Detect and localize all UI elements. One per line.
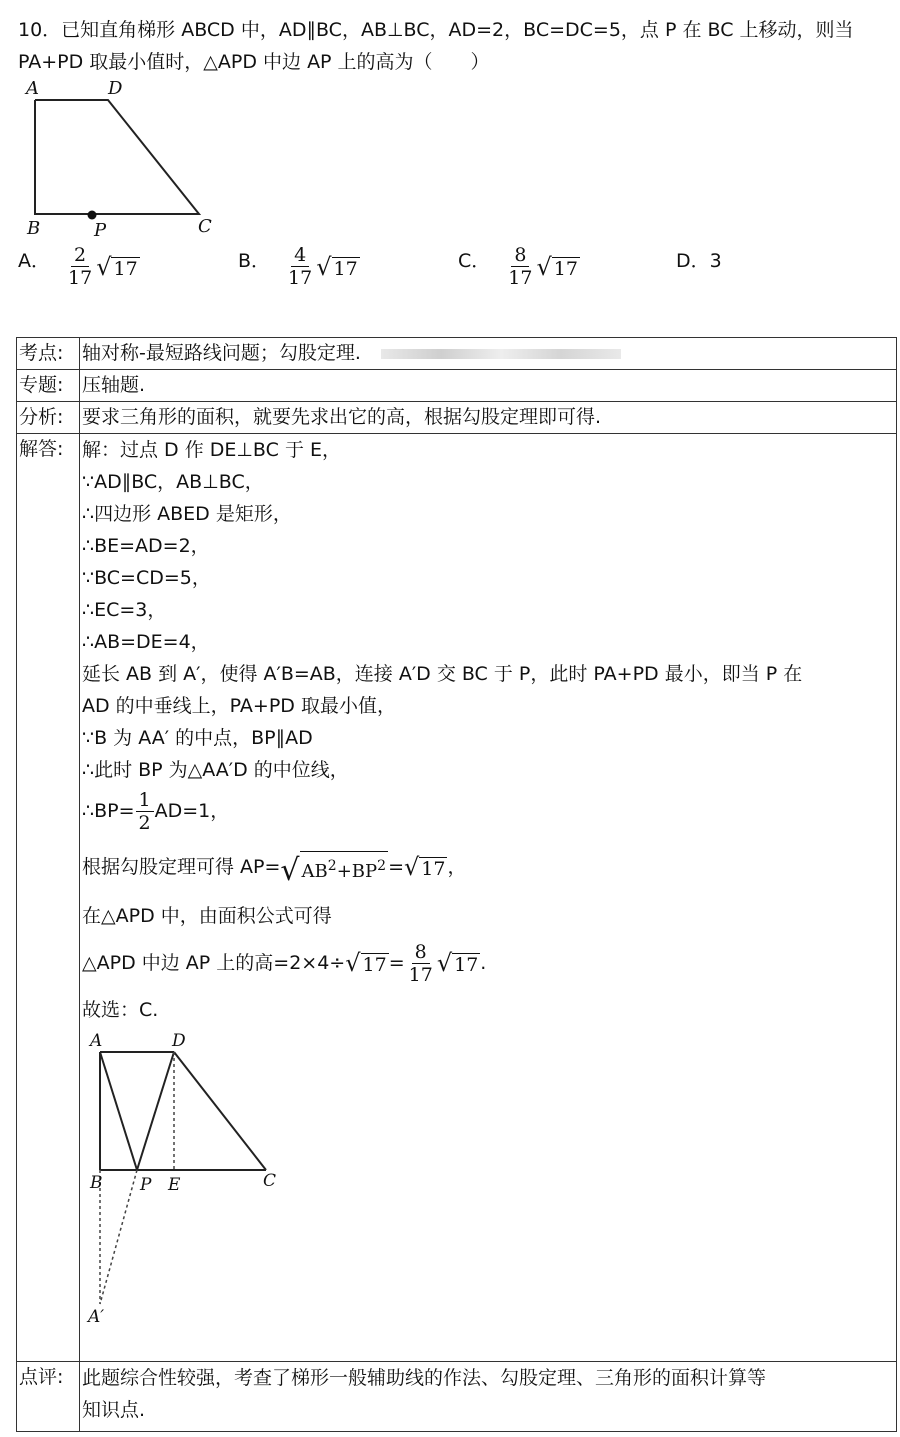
trapezoid-figure <box>18 78 238 248</box>
kaodian-cell <box>80 338 897 370</box>
jieda-line: ∵B 为 AA′ 的中点，BP∥AD <box>82 727 313 749</box>
label-a-prime: A′ <box>88 1307 105 1327</box>
jieda-line: ∵AD∥BC，AB⊥BC， <box>82 471 264 493</box>
jieda-line: 解：过点 D 作 DE⊥BC 于 E， <box>82 439 341 461</box>
question-line-1: 10．已知直角梯形 ABCD 中，AD∥BC，AB⊥BC，AD=2，BC=DC=5，点 P 在 BC 上移动，则当 <box>18 19 854 41</box>
jieda-line: ∴EC=3， <box>82 599 167 621</box>
label-c: C <box>263 1171 277 1191</box>
label-d: D <box>172 1031 186 1051</box>
answer-line: 故选：C. <box>82 999 159 1021</box>
jieda-cell <box>80 434 897 1362</box>
option-a-fraction: $\frac{2}{17}$ <box>68 244 93 289</box>
jieda-header: 解答: <box>17 434 80 1362</box>
label-p: P <box>94 220 107 241</box>
jieda-line: ∴此时 BP 为△AA′D 的中位线， <box>82 759 349 781</box>
label-b: B <box>27 218 41 239</box>
dianping-line-1: 此题综合性较强，考查了梯形一般辅助线的作法、勾股定理、三角形的面积计算等 <box>82 1367 767 1389</box>
solution-figure <box>82 1030 302 1330</box>
label-c: C <box>198 216 212 237</box>
option-b[interactable] <box>238 244 360 300</box>
label-d: D <box>108 78 123 99</box>
option-d[interactable] <box>676 244 722 300</box>
label-b: B <box>90 1173 103 1193</box>
question-line-2: PA+PD 取最小值时，△APD 中边 AP 上的高为（ ） <box>18 51 490 73</box>
solution-table <box>16 337 897 1432</box>
row-dianping <box>17 1362 897 1432</box>
label-a: A <box>26 78 39 99</box>
option-c-fraction: $\frac{8}{17}$ <box>508 244 533 289</box>
label-e: E <box>168 1175 181 1195</box>
option-b-sqrt: √ 17 <box>316 252 358 281</box>
option-c-label: C． <box>458 250 491 272</box>
row-zhuanti <box>17 370 897 402</box>
ap-equation: 根据勾股定理可得 AP= √ $AB^2+BP^2$ = √ 17 ， <box>82 852 467 888</box>
dianping-cell <box>80 1362 897 1432</box>
label-a: A <box>90 1031 103 1051</box>
kaodian-header: 考点: <box>17 338 80 370</box>
jieda-line: AD 的中垂线上，PA+PD 取最小值， <box>82 695 396 717</box>
jieda-line: ∴BE=AD=2， <box>82 535 210 557</box>
jieda-line: ∵BC=CD=5， <box>82 567 211 589</box>
jieda-line: ∴AB=DE=4， <box>82 631 210 653</box>
option-b-label: B． <box>238 250 271 272</box>
option-a-sqrt: √ 17 <box>96 252 138 281</box>
option-a[interactable] <box>18 244 140 300</box>
zhuanti-text: 压轴题. <box>80 370 897 402</box>
question-text <box>18 14 888 78</box>
option-c[interactable] <box>458 244 580 300</box>
height-equation: △APD 中边 AP 上的高=2×4÷ √ 17 = $\frac{8}{17}$ √ 17 . <box>82 940 487 986</box>
fenxi-text: 要求三角形的面积，就要先求出它的高，根据勾股定理即可得. <box>80 402 897 434</box>
label-p: P <box>140 1175 152 1195</box>
row-kaodian <box>17 338 897 370</box>
row-fenxi <box>17 402 897 434</box>
area-line: 在△APD 中，由面积公式可得 <box>82 905 332 927</box>
option-a-label: A． <box>18 250 50 272</box>
dianping-header: 点评: <box>17 1362 80 1432</box>
jieda-line: ∴四边形 ABED 是矩形， <box>82 503 292 525</box>
fenxi-header: 分析: <box>17 402 80 434</box>
option-b-fraction: $\frac{4}{17}$ <box>288 244 313 289</box>
bp-equation: ∴BP= $\frac{1}{2}$ AD=1， <box>82 788 230 834</box>
kaodian-text: 轴对称-最短路线问题；勾股定理. <box>82 342 361 364</box>
option-d-label: D．3 <box>676 250 722 272</box>
point-p-dot <box>88 211 97 220</box>
zhuanti-header: 专题: <box>17 370 80 402</box>
blurred-watermark <box>381 349 621 359</box>
dianping-line-2: 知识点. <box>82 1399 146 1421</box>
option-c-sqrt: √ 17 <box>536 252 578 281</box>
row-jieda <box>17 434 897 1362</box>
jieda-line: 延长 AB 到 A′，使得 A′B=AB，连接 A′D 交 BC 于 P，此时 PA+PD 最小，即当 P 在 <box>82 663 803 685</box>
